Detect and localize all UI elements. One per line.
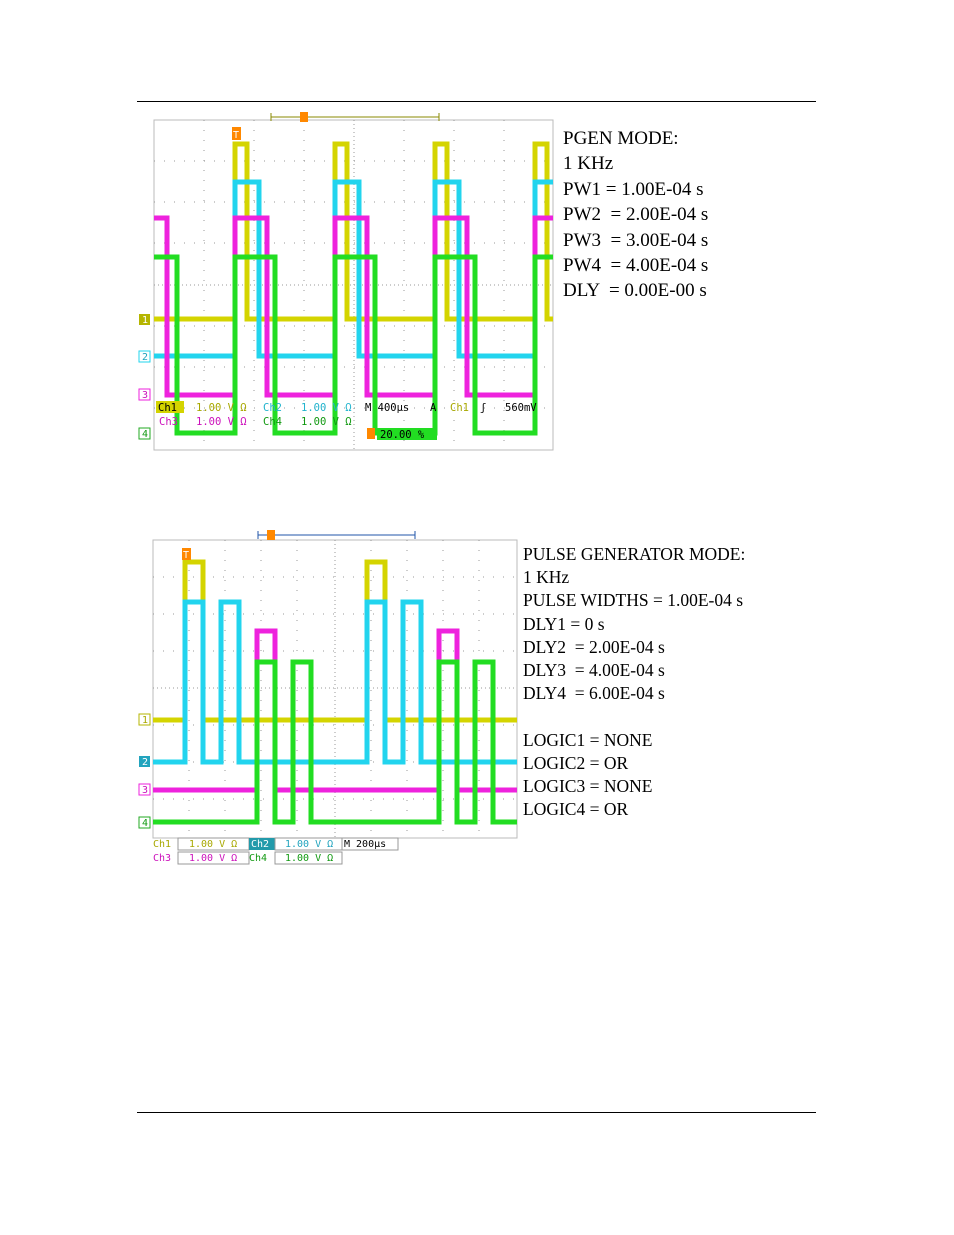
note-line: LOGIC3 = NONE [523, 776, 653, 797]
note-line: PW3 = 3.00E-04 s [563, 229, 709, 251]
svg-text:Ch3: Ch3 [153, 853, 172, 864]
svg-text:560mV: 560mV [505, 402, 537, 414]
svg-text:1.00 V Ω: 1.00 V Ω [285, 839, 334, 850]
svg-text:20.00 %: 20.00 % [380, 429, 425, 441]
svg-text:1.00 V Ω: 1.00 V Ω [196, 416, 247, 428]
svg-text:Ch3: Ch3 [159, 416, 178, 428]
svg-text:ʃ: ʃ [480, 402, 487, 414]
svg-text:4: 4 [142, 429, 149, 440]
trigger-position-icon [267, 530, 275, 540]
svg-text:Ch4: Ch4 [263, 416, 282, 428]
svg-text:Ch2: Ch2 [263, 402, 282, 414]
svg-text:A: A [430, 402, 437, 414]
note-line: PGEN MODE: [563, 128, 679, 149]
svg-text:2: 2 [142, 352, 149, 363]
trigger-position-icon [300, 112, 308, 122]
svg-text:1.00 V Ω: 1.00 V Ω [189, 853, 238, 864]
note-line: DLY = 0.00E-00 s [563, 280, 707, 302]
svg-text:Ch1: Ch1 [450, 402, 469, 414]
svg-text:1.00 V Ω: 1.00 V Ω [301, 416, 352, 428]
oscilloscope-figure-2 [137, 528, 519, 870]
svg-text:Ch4: Ch4 [249, 853, 268, 864]
note-line: PW1 = 1.00E-04 s [563, 178, 704, 200]
svg-text:1.00 V Ω: 1.00 V Ω [285, 853, 334, 864]
note-line: 1 KHz [563, 153, 614, 175]
svg-text:Ch2: Ch2 [251, 839, 270, 850]
note-line: DLY1 = 0 s [523, 613, 605, 634]
note-line: LOGIC4 = OR [523, 799, 629, 820]
svg-text:1: 1 [142, 315, 149, 326]
svg-text:3: 3 [142, 390, 149, 401]
figure1-notes [563, 126, 708, 304]
svg-text:1.00 V Ω: 1.00 V Ω [196, 402, 247, 414]
note-line: PW4 = 4.00E-04 s [563, 255, 709, 277]
note-line: 1 KHz [523, 567, 570, 588]
svg-text:T: T [183, 550, 190, 561]
header-rule [137, 101, 816, 102]
scope-screen-2 [137, 528, 519, 870]
figure2-notes [523, 543, 745, 821]
note-line: DLY3 = 4.00E-04 s [523, 660, 665, 681]
note-line: LOGIC2 = OR [523, 752, 629, 773]
note-line: DLY2 = 2.00E-04 s [523, 636, 665, 657]
note-line: DLY4 = 6.00E-04 s [523, 683, 665, 704]
svg-text:M 400µs: M 400µs [365, 402, 410, 414]
svg-text:Ch1: Ch1 [158, 402, 177, 414]
svg-text:3: 3 [142, 785, 149, 796]
oscilloscope-figure-1 [137, 110, 812, 458]
note-line: PULSE WIDTHS = 1.00E-04 s [523, 590, 744, 611]
scope-screen-1 [137, 110, 812, 458]
svg-text:T: T [233, 130, 240, 141]
svg-text:1.00 V Ω: 1.00 V Ω [301, 402, 352, 414]
svg-text:2: 2 [142, 757, 149, 768]
note-line: LOGIC1 = NONE [523, 729, 653, 750]
svg-text:1: 1 [142, 715, 149, 726]
svg-text:M 200µs: M 200µs [344, 839, 387, 850]
svg-text:4: 4 [142, 818, 149, 829]
note-line: PW2 = 2.00E-04 s [563, 204, 709, 226]
note-line [523, 705, 745, 728]
svg-text:Ch1: Ch1 [153, 839, 172, 850]
footer-rule [137, 1112, 816, 1113]
note-line: PULSE GENERATOR MODE: [523, 544, 746, 564]
svg-text:1.00 V Ω: 1.00 V Ω [189, 839, 238, 850]
